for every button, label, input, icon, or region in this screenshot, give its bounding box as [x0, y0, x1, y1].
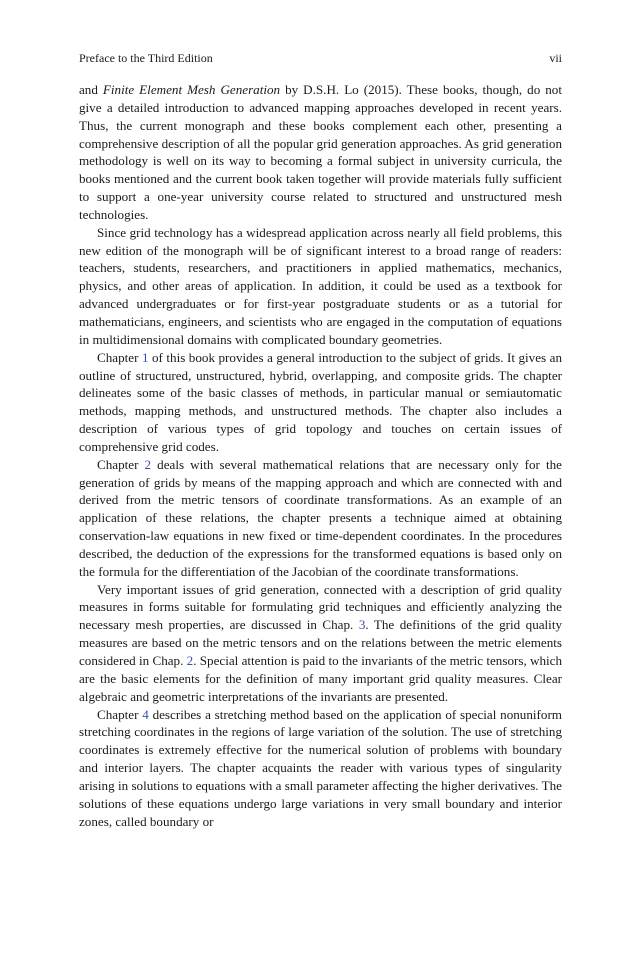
- chapter-reference-link[interactable]: 1: [141, 349, 149, 365]
- document-page: [79, 50, 562, 830]
- paragraph-text: . The definitions of the grid quality measures are based on the metric tensors and on the relations between the metric elements considered in Chap.: [79, 617, 563, 668]
- paragraph: [79, 706, 562, 831]
- paragraph-text: Very important issues of grid generation, connected with a description of grid quality measures in forms suitable for formulating grid techniques and efficiently analyzing the necessary mesh properties, are discussed in Chap.: [79, 581, 562, 633]
- paragraph: [79, 224, 562, 349]
- paragraph-text: of this book provides a general introduction to the subject of grids. It gives an outline of structured, unstructured, hybrid, overlapping, and composite grids. The chapter delineates some of the basic classes of methods, in particular manual or semiautomatic methods, mapping methods, and unstructured methods. The chapter also includes a description of various types of grid topology and touches on certain issues of comprehensive grid codes.: [79, 349, 562, 454]
- chapter-reference-link[interactable]: 4: [142, 706, 149, 722]
- body-text: [79, 81, 562, 830]
- paragraph-text: . Special attention is paid to the invariants of the metric tensors, which are the basic elements for the definition of many important grid quality measures. Clear algebraic and geometric interpretations of the invariants are presented.: [79, 653, 562, 704]
- paragraph: [79, 349, 562, 456]
- chapter-reference-link[interactable]: 2: [144, 456, 152, 472]
- paragraph-text: Chapter: [97, 349, 142, 365]
- paragraph: [79, 581, 562, 706]
- paragraph-text: Since grid technology has a widespread application across nearly all field problems, this new edition of the monograph will be of significant interest to a broad range of readers: teachers, students, researchers, and practitioners in applied mathematics, mechanics, physics, and other areas of application. In addition, it could be used as a textbook for advanced undergraduates or for first-year postgraduate students or as a tutorial for mathematicians, engineers, and scientists who are engaged in the computation of equations in multidimensional domains with complicated boundary geometries.: [79, 224, 562, 347]
- paragraph-text: deals with several mathematical relations that are necessary only for the generation of grids by means of the mapping approach and which are connected with and derived from the metric tensors of coordinate transformations. As an example of an application of these relations, the chapter presents a technique aimed at obtaining conservation-law equations in new fixed or time-dependent coordinates. In the procedures described, the deduction of the expressions for the transformed equations is based only on the formula for the differentiation of the Jacobian of the coordinate transformations.: [79, 456, 562, 579]
- paragraph-text: and: [79, 82, 103, 97]
- book-title-italic: Finite Element Mesh Generation: [102, 82, 281, 97]
- chapter-reference-link[interactable]: 3: [358, 617, 366, 633]
- paragraph-text: by D.S.H. Lo (2015). These books, though, do not give a detailed introduction to advanced mapping approaches developed in recent years. Thus, the current monograph and these books complement each other, presenting a comprehensive description of all the popular grid generation approaches. As grid generation methodology is well on its way to becoming a formal subject in university curricula, the books mentioned and the current book taken together will provide materials fully sufficient to support a one-year university course related to structured and unstructured mesh technologies.: [79, 82, 562, 222]
- paragraph-text: describes a stretching method based on the application of special nonuniform stretching coordinates in the regions of large variation of the solution. The use of stretching coordinates is extremely effective for the numerical solution of problems with boundary and interior layers. The chapter acquaints the reader with various types of singularity arising in solutions to equations with a small parameter affecting the higher derivatives. The solutions of these equations undergo large variations in very small boundary and interior zones, called boundary or: [79, 706, 562, 829]
- chapter-reference-link[interactable]: 2: [186, 653, 194, 668]
- page-number: vii: [549, 51, 562, 65]
- paragraph-text: Chapter: [97, 706, 143, 722]
- section-title: Preface to the Third Edition: [79, 51, 213, 65]
- paragraph: [79, 81, 562, 224]
- paragraph: [79, 456, 562, 581]
- paragraph-text: Chapter: [97, 456, 145, 472]
- running-header: [79, 50, 562, 66]
